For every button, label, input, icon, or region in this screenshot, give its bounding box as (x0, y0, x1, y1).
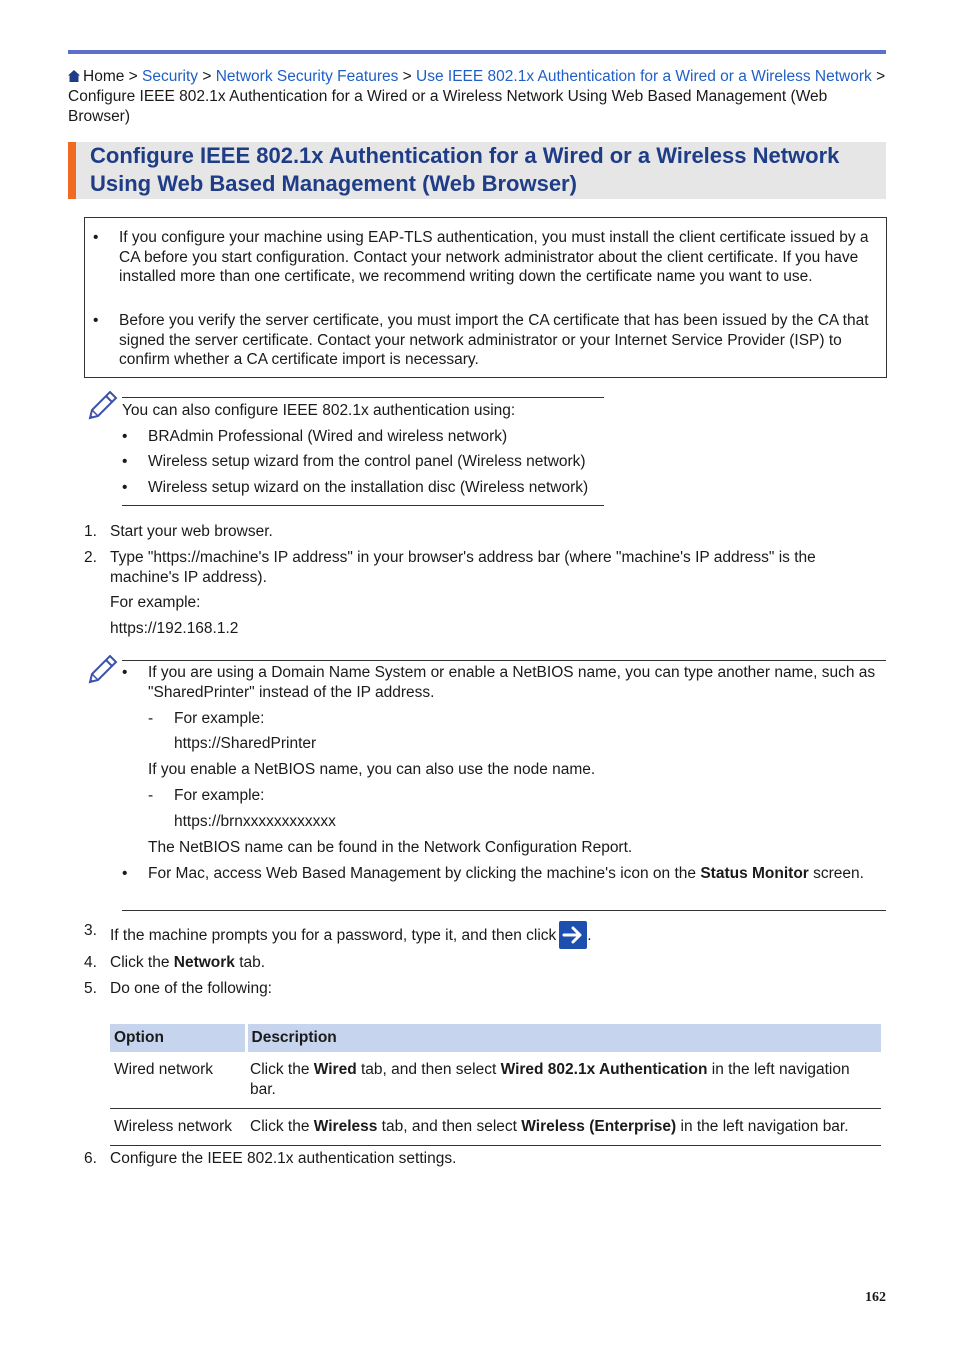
breadcrumb-separator: > (128, 68, 138, 85)
network-tab-label: Network (173, 954, 235, 971)
description-text: tab, and then select (356, 1061, 501, 1078)
breadcrumb-separator: > (876, 68, 886, 85)
note-text: For Mac, access Web Based Management by clicking the machine's icon on the (148, 865, 701, 882)
description-text: tab, and then select (377, 1118, 522, 1135)
bullet: • (122, 428, 128, 445)
step-number: 1. (84, 523, 97, 540)
dash-bullet: - (148, 787, 154, 804)
pencil-icon (86, 652, 120, 686)
list-item: Wireless setup wizard on the installation disc (Wireless network) (148, 479, 589, 496)
pencil-icon (86, 388, 120, 422)
description-cell (246, 1052, 881, 1109)
description-bold: Wireless (313, 1118, 378, 1135)
page-number: 162 (865, 1290, 886, 1305)
table-row (110, 1052, 881, 1109)
bullet: • (122, 479, 128, 496)
table-header-description: Description (246, 1024, 881, 1052)
important-box (84, 217, 887, 378)
list-item: Wireless setup wizard from the control panel (Wireless network) (148, 453, 586, 470)
option-cell: Wired network (110, 1052, 246, 1109)
description-bold: Wired (313, 1061, 357, 1078)
breadcrumb-current: Configure IEEE 802.1x Authentication for a Wired or a Wireless Network Using Web Based Management (Web Browser) (68, 88, 828, 125)
arrow-right-icon[interactable] (559, 921, 587, 949)
example-url: https://SharedPrinter (174, 735, 317, 752)
note-intro: You can also configure IEEE 802.1x authentication using: (122, 402, 516, 419)
breadcrumb-separator: > (402, 68, 412, 85)
step-text: tab. (234, 954, 266, 971)
note-text: screen. (808, 865, 864, 882)
step-text: Type "https://machine's IP address" in your browser's address bar (where "machine's IP address" is the machine's IP address). (110, 549, 816, 586)
breadcrumb-separator: > (202, 68, 212, 85)
table-header-option: Option (110, 1024, 246, 1052)
description-bold: Wired 802.1x Authentication (500, 1061, 708, 1078)
option-cell: Wireless network (110, 1109, 246, 1146)
step-number: 2. (84, 549, 97, 566)
example-url: https://192.168.1.2 (110, 620, 239, 637)
example-url: https://brnxxxxxxxxxxxx (174, 813, 336, 830)
list-item: BRAdmin Professional (Wired and wireless network) (148, 428, 508, 445)
example-label: For example: (174, 787, 265, 804)
dash-bullet: - (148, 710, 154, 727)
breadcrumb-link-network-security-features[interactable]: Network Security Features (215, 68, 399, 85)
home-icon[interactable] (68, 70, 80, 82)
bullet: • (93, 229, 99, 246)
top-rule (68, 50, 886, 54)
step-text: Configure the IEEE 802.1x authentication settings. (110, 1150, 457, 1167)
list-item (148, 864, 886, 884)
example-label: For example: (110, 594, 201, 611)
list-item (93, 228, 871, 287)
step-text (110, 953, 265, 973)
step-number: 6. (84, 1150, 97, 1167)
step-text: Do one of the following: (110, 980, 272, 997)
description-text: in the left navigation bar. (676, 1118, 849, 1135)
title-accent-bar (68, 142, 76, 199)
description-cell (246, 1109, 881, 1146)
note-top-rule (122, 660, 886, 661)
bullet: • (122, 453, 128, 470)
list-item: If you are using a Domain Name System or enable a NetBIOS name, you can type another name, such as "SharedPrinter" instead of the IP address. (148, 664, 876, 701)
breadcrumb-link-security[interactable]: Security (142, 68, 199, 85)
table-row (110, 1109, 881, 1146)
important-text: Before you verify the server certificate, you must import the CA certificate that has been issued by the CA that signed the server certificate. Contact your network administrator or your Internet Service Provider (ISP) to confirm whether a CA certificate import is necessary. (119, 312, 869, 368)
step-number: 4. (84, 954, 97, 971)
step-number: 3. (84, 922, 97, 939)
description-text: Click the (250, 1118, 314, 1135)
title-block (68, 142, 886, 199)
note-bottom-rule (122, 910, 886, 911)
breadcrumb-link-use-ieee[interactable]: Use IEEE 802.1x Authentication for a Wired or a Wireless Network (416, 68, 872, 85)
step-number: 5. (84, 980, 97, 997)
table-header-row (110, 1024, 881, 1052)
note-bottom-rule (122, 505, 604, 506)
note-top-rule (122, 397, 604, 398)
bullet: • (122, 664, 128, 681)
step-text (110, 921, 592, 949)
note-text: The NetBIOS name can be found in the Network Configuration Report. (148, 839, 633, 856)
description-text: Click the (250, 1061, 314, 1078)
note-text: If you enable a NetBIOS name, you can also use the node name. (148, 761, 596, 778)
step-text: If the machine prompts you for a password, type it, and then click (110, 927, 557, 944)
step-text: Click the (110, 954, 174, 971)
list-item (93, 311, 871, 370)
breadcrumb-home[interactable]: Home (83, 68, 125, 85)
breadcrumb (68, 67, 886, 127)
step-text: Start your web browser. (110, 523, 273, 540)
options-table (110, 1024, 881, 1146)
example-label: For example: (174, 710, 265, 727)
status-monitor-label: Status Monitor (700, 865, 809, 882)
bullet: • (93, 312, 99, 329)
page-title: Configure IEEE 802.1x Authentication for a Wired or a Wireless Network Using Web Based Management (Web Browser) (90, 143, 840, 196)
description-text: in the left navigation bar. (250, 1061, 850, 1098)
description-bold: Wireless (Enterprise) (521, 1118, 677, 1135)
important-text: If you configure your machine using EAP-TLS authentication, you must install the client certificate issued by a CA before you start configuration. Contact your network administrator about the client certificate. If you have installed more than one certificate, we recommend writing down the certificate name you want to use. (119, 229, 869, 285)
bullet: • (122, 865, 128, 882)
step-text: . (587, 927, 592, 944)
